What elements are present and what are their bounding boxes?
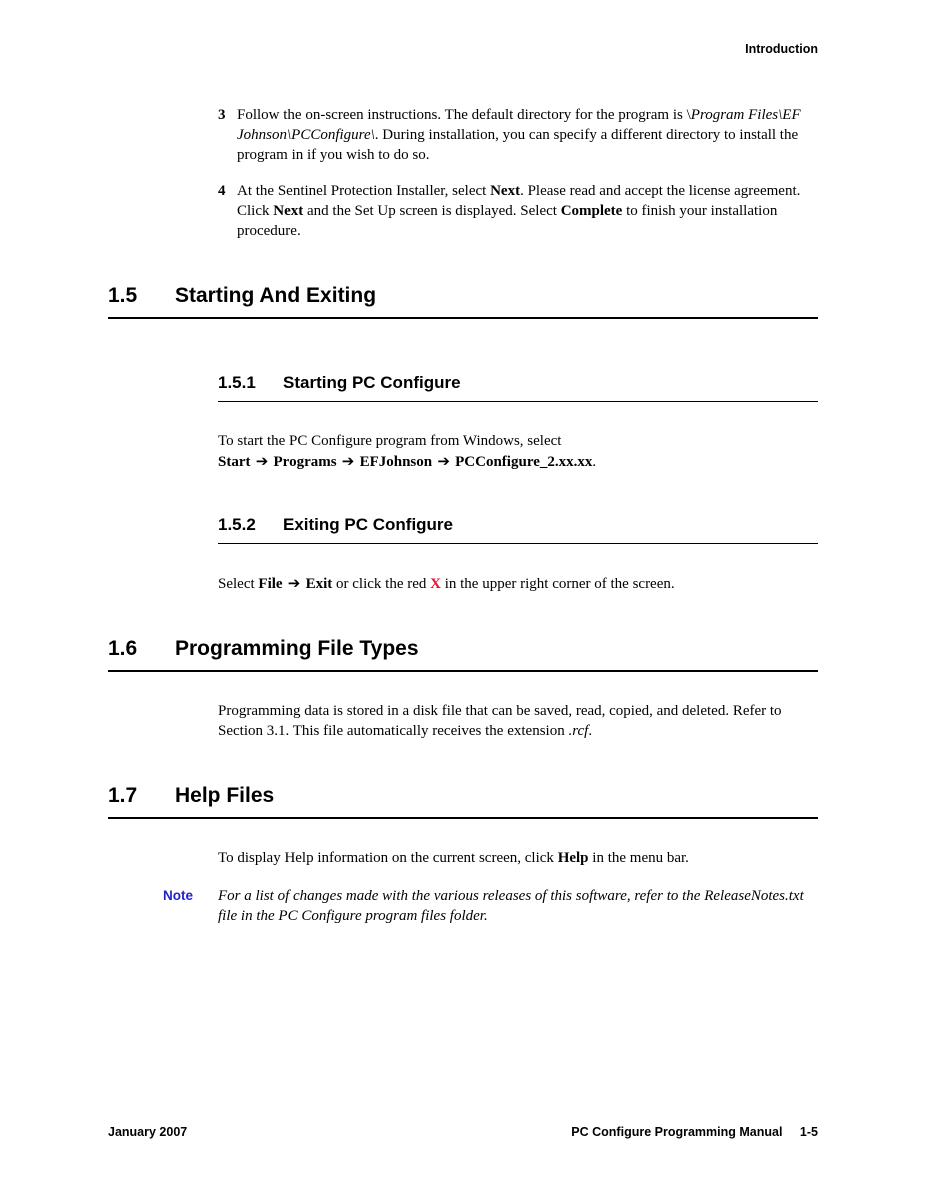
section-heading-1-5 [108,284,818,319]
section-heading-1-7 [108,784,818,819]
section-title: Starting And Exiting [175,284,377,307]
page-footer [108,1125,818,1139]
footer-manual-info [571,1125,818,1139]
subsection-title: Starting PC Configure [283,373,461,392]
subsection-title: Exiting PC Configure [283,515,453,534]
subsection-number: 1.5.2 [218,515,256,534]
footer-page-number: 1-5 [799,1125,818,1139]
note-text: For a list of changes made with the various releases of this software, refer to the ReleaseNotes.txt file in the PC Configure program files folder. [218,888,804,924]
step-text: Follow the on-screen instructions. The default directory for the program is \Program Files\EF Johnson\PCConfigure\. During installation, you can specify a different directory to install the program in if you wish to do so. [237,107,801,163]
section-number: 1.7 [108,784,138,807]
paragraph-start-pc-configure: To start the PC Configure program from Windows, select Start ➔ Programs ➔ EFJohnson ➔ PCConfigure_2.xx.xx. [218,433,597,470]
paragraph-file-types: Programming data is stored in a disk file that can be saved, read, copied, and deleted. Refer to Section 3.1. This file automatically receives the extension .rcf. [218,703,782,739]
note-label: Note [163,888,193,903]
section-number: 1.6 [108,637,138,660]
footer-manual-title: PC Configure Programming Manual [571,1125,783,1139]
section-number: 1.5 [108,284,138,307]
subsection-heading-1-5-2 [218,515,818,544]
list-item-step-3 [218,105,818,165]
step-number: 3 [218,107,226,123]
subsection-number: 1.5.1 [218,373,256,392]
section-heading-1-6 [108,637,818,672]
subsection-heading-1-5-1 [218,373,818,402]
header-title: Introduction [745,42,818,56]
note-block [163,886,818,926]
paragraph-exit-pc-configure: Select File ➔ Exit or click the red X in the upper right corner of the screen. [218,574,675,592]
footer-date: January 2007 [108,1125,188,1139]
section-title: Programming File Types [175,637,419,660]
list-item-step-4 [218,181,818,241]
paragraph-help-files: To display Help information on the current screen, click Help in the menu bar. [218,850,689,866]
section-title: Help Files [175,784,275,807]
step-text: At the Sentinel Protection Installer, select Next. Please read and accept the license agreement. Click Next and the Set Up screen is displayed. Select Complete to finish your installation procedure. [237,183,801,239]
step-number: 4 [218,183,226,199]
